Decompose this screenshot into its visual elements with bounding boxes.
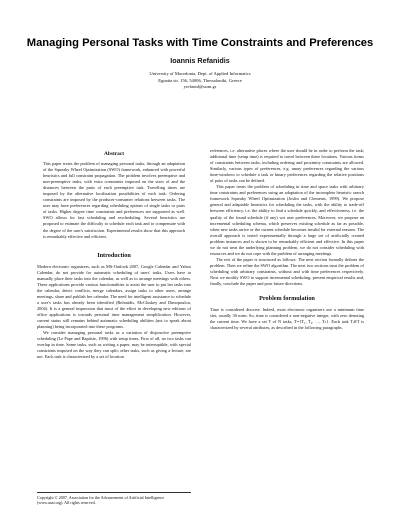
introduction-paragraph-2: We consider managing personal tasks as a variation of disjunctive preemptive scheduling (Le Pape and Baptiste, 1996) with setup times. First of all, no two tasks can overlap in time. Some tasks, such as writing a paper, may be interruptible, with special constraints imposed on the way they can split; other tasks, such as giving a lecture, are not. Each task is characterized by a set of location (37, 330, 191, 360)
right-paragraph-1: references, i.e. alternative places where the user should be in order to perform the task; additional time (setup time) is required to travel between these locations. Various forms of constraints between tasks, including ordering and proximity constraints are allowed. Similarly, various types of preferences, e.g. unary preferences regarding the various time-windows to schedule a task or binary preferences regarding the relative positions of pairs of tasks can be defined. (210, 148, 364, 184)
right-paragraph-3: The rest of the paper is structured as follows: The next section formally defines the problem. Then we refine the SWO algorithm. The next two sections treat the problem of scheduling with arbitrary constraints, without and with time preferences respectively. Next we modify SWO to support incremental scheduling, present empirical results and, finally, conclude the paper and pose future directions. (210, 256, 364, 287)
abstract-heading: Abstract (103, 151, 125, 157)
affiliation-block (0, 71, 400, 91)
problem-formulation-paragraph: Time is considered discrete. Indeed, most electronic organizers use a minimum time slot, usually 30 mins. So, time is considered a non-negative integer, with zero denoting the current time. We have a set T of N tasks, T={T₁, T₂, …, Tₙ}. Each task Tᵢ∈T is characterized by several attributes, as described in the following paragraphs. (210, 307, 364, 331)
left-column (37, 150, 191, 360)
introduction-paragraph-1: Modern electronic organizers, such as MS-Outlook 2007, Google Calendar and Yahoo Calendar, do not provide for automatic scheduling of users' tasks. Users have to manually place their tasks into the calendar, as well as to arrange meetings with others. These applications provide various functionalities to assist the user to put her tasks into the calendar, detect conflicts, merge calendars, assign tasks to other users, arrange meetings, share and publish her calendar. The need for intelligent assistance to schedule a user's tasks has already been identified (Refanidis, McCluskey and Dimopoulou, 2004). It is a general impression that most of the effort in developing new editions of office applications is towards personal time management simplification. However, current status still remains behind automatic scheduling abilities (not to speak about planning) being incorporated into these programs. (37, 263, 191, 330)
copyright-footnote: Copyright © 2007, Association for the Advancement of Artificial Intelligence (www.aaai.org). All rights reserved. (37, 492, 191, 506)
affiliation-address: Egnatia str. 156, 54006, Thessaloniki, Greece (158, 77, 242, 83)
affiliation-email: yrefanid@uom.gr (183, 84, 217, 90)
problem-formulation-heading: Problem formulation (259, 295, 315, 303)
right-column (210, 148, 364, 331)
abstract-text: This paper treats the problem of managing personal tasks, through an adaptation of the Squeaky Wheel Optimization (SWO) framework, enhanced with powerful heuristics and full constraint propagation. The problem involves preemptive and non-preemptive tasks, with extra constraints imposed on the sizes of and the distances between the parts of each preemptive task. Travelling times are imposed by the alternative localization possibilities of each task. Ordering constraints are imposed by the producer-consumer relations between tasks. The user may have preferences regarding scheduling options of single tasks or pairs of tasks. Higher degree time constraints and preferences are supported as well. SWO allows for fast scheduling and rescheduling. Several heuristics are proposed to estimate the difficulty to schedule each task and to compensate with the degree of the user's satisfaction. Experimental results show that this approach is remarkably effective and efficient. (43, 161, 185, 239)
right-paragraph-2: This paper treats the problem of scheduling in time and space tasks with arbitrary time constraints and preferences using an adaptation of the incomplete heuristic search framework Squeaky Wheel Optimization (Joslin and Clements, 1999). We propose general and adaptable heuristics for scheduling the tasks, with the ability to trade-off between efficiency, i.e. the ability to find a schedule quickly, and effectiveness, i.e. the quality of the found schedule (if any) wrt user preferences. Moreover, we propose an incremental scheduling schema, which preserves existing schedule as far as possible, when new tasks arrive or the current schedule becomes invalid for external reasons. The overall approach is tested experimentally through a large set of artificially created problem instances and is shown to be remarkably efficient and effective. In this paper we do not treat the underlying planning problem, we do not consider scheduling with resources and we do not cope with the problem of arranging meetings. (210, 184, 364, 256)
author-name: Ioannis Refanidis (170, 56, 230, 65)
introduction-heading: Introduction (97, 251, 131, 259)
paper-title: Managing Personal Tasks with Time Constraints and Preferences (26, 37, 374, 49)
affiliation-university: University of Macedonia, Dept. of Applied Informatics (149, 71, 251, 76)
